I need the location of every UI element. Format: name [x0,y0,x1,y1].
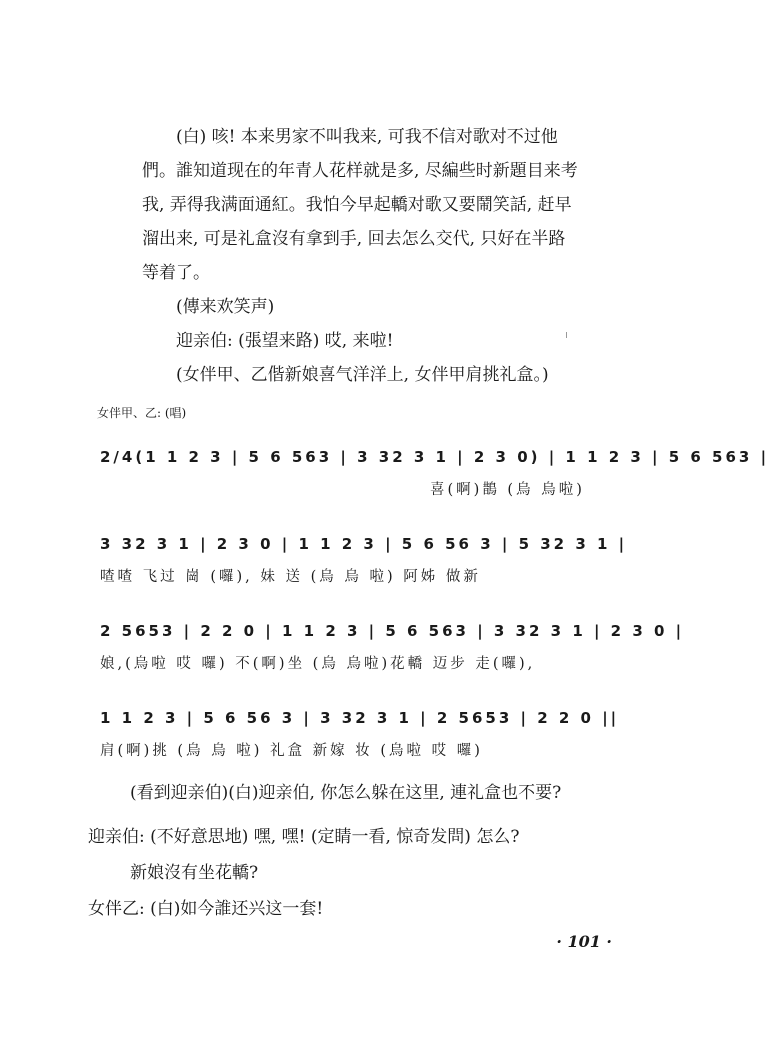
jianpu-notes: 1 1 2 3 | 5 6 56 3 | 3 32 3 1 | 2 5653 | 2 2 0 || [100,709,620,727]
jianpu-notes: 2 5653 | 2 2 0 | 1 1 2 3 | 5 6 563 | 3 32 3 1 | 2 3 0 | [100,622,685,640]
dialogue-line: 迎亲伯: (張望来路) 哎, 来啦! [176,331,394,351]
lyrics: 肩(啊)挑 (烏 烏 啦) 礼盒 新嫁 妆 (烏啦 哎 囉) [100,743,483,759]
scan-mark [566,332,567,338]
stage-direction-line: (看到迎亲伯)(白)迎亲伯, 你怎么躲在这里, 連礼盒也不要? [130,783,562,803]
prose-line: (白) 咳! 本来男家不叫我来, 可我不信对歌对不过他 [176,127,558,147]
page-number: · 101 · [556,932,612,951]
dialogue-line: 新娘沒有坐花轎? [130,863,259,883]
dialogue-line: 迎亲伯: (不好意思地) 嘿, 嘿! (定睛一看, 惊奇发問) 怎么? [88,827,520,847]
singing-cue: 女伴甲、乙: (唱) [97,406,187,420]
prose-line: 們。誰知道现在的年青人花样就是多, 尽編些时新題目来考 [142,161,578,181]
lyrics: 喳喳 飞过 崗 (囉), 妹 送 (烏 烏 啦) 阿姊 做新 [100,569,481,585]
prose-line: 我, 弄得我满面通紅。我怕今早起轎对歌又要鬧笑話, 赶早 [142,195,572,215]
jianpu-notes: 3 32 3 1 | 2 3 0 | 1 1 2 3 | 5 6 56 3 | 5 32 3 1 | [100,535,628,553]
lyrics: 娘,(烏啦 哎 囉) 不(啊)坐 (烏 烏啦)花轎 迈步 走(囉), [100,656,536,672]
dialogue-line: 女伴乙: (白)如今誰还兴这一套! [88,899,324,919]
prose-line: 等着了。 [142,263,210,283]
prose-line: 溜出来, 可是礼盒沒有拿到手, 回去怎么交代, 只好在半路 [142,229,566,249]
stage-direction: (女伴甲、乙偕新娘喜气洋洋上, 女伴甲肩挑礼盒。) [176,365,549,385]
stage-direction: (傳来欢笑声) [176,297,275,317]
jianpu-notes: 2/4(1 1 2 3 | 5 6 563 | 3 32 3 1 | 2 3 0) | 1 1 2 3 | 5 6 563 | [100,448,769,466]
lyrics: 喜(啊)鵲 (烏 烏啦) [430,482,585,498]
